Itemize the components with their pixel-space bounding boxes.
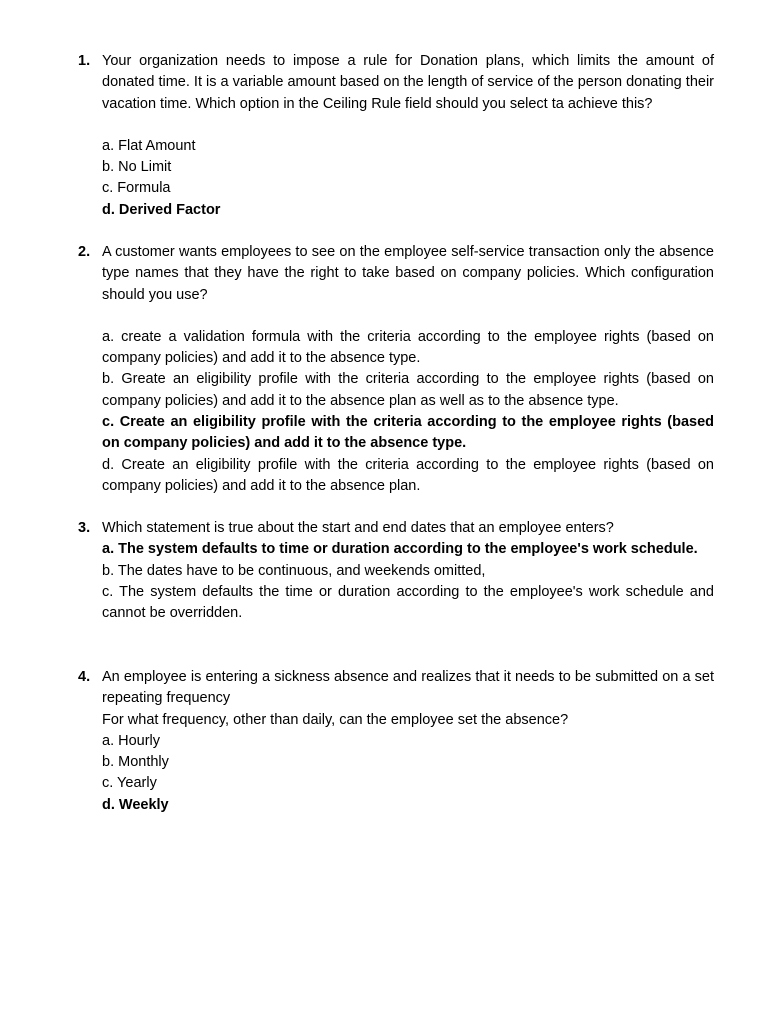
question-stem-followup: For what frequency, other than daily, can the employee set the absence? [102,711,569,728]
option-a: a. Flat Amount [102,137,196,154]
question-number: 2. [78,244,91,260]
option-c-correct: c. Create an eligibility profile with the criteria according to the employee rights (based on company policies) and add it to the absence type. [102,414,714,452]
option-d: d. Create an eligibility profile with the criteria according to the employee rights (based on company policies) and add it to the absence plan. [102,456,714,494]
option-c: c. Yearly [102,775,157,792]
question-number: 4. [78,669,91,685]
question-number: 3. [78,520,91,536]
option-a: a. Hourly [102,732,161,749]
option-b: b. No Limit [102,159,172,176]
option-a: a. create a validation formula with the criteria according to the employee rights (based on company policies) and add it to the absence type. [102,328,714,367]
option-c: c. The system defaults the time or duration according to the employee's work schedule and cannot be overridden. [102,583,714,622]
question-stem: A customer wants employees to see on the employee self-service transaction only the absence type names that they have the right to take based on company policies. Which configuration should you use? [102,244,714,303]
question-2 [78,242,714,497]
question-stem: Which statement is true about the start and end dates that an employee enters? [102,520,614,536]
question-3 [78,518,714,624]
question-1 [78,51,714,221]
option-b: b. Monthly [102,754,169,771]
option-c: c. Formula [102,180,171,197]
option-b: b. The dates have to be continuous, and weekends omitted, [102,562,486,579]
option-a-correct: a. The system defaults to time or duration according to the employee's work schedule. [102,541,698,558]
question-4 [78,667,714,816]
question-number: 1. [78,53,91,69]
question-stem: Your organization needs to impose a rule for Donation plans, which limits the amount of donated time. It is a variable amount based on the length of service of the person donating their vacation time. Which option in the Ceiling Rule field should you select ta achieve this? [102,53,714,112]
option-d-correct: d. Derived Factor [102,201,221,218]
question-stem: An employee is entering a sickness absence and realizes that it needs to be submitted on a set repeating frequency [102,669,714,707]
option-d-correct: d. Weekly [102,796,169,813]
option-b: b. Greate an eligibility profile with the criteria according to the employee rights (based on company policies) and add it to the absence plan as well as to the absence type. [102,371,714,409]
